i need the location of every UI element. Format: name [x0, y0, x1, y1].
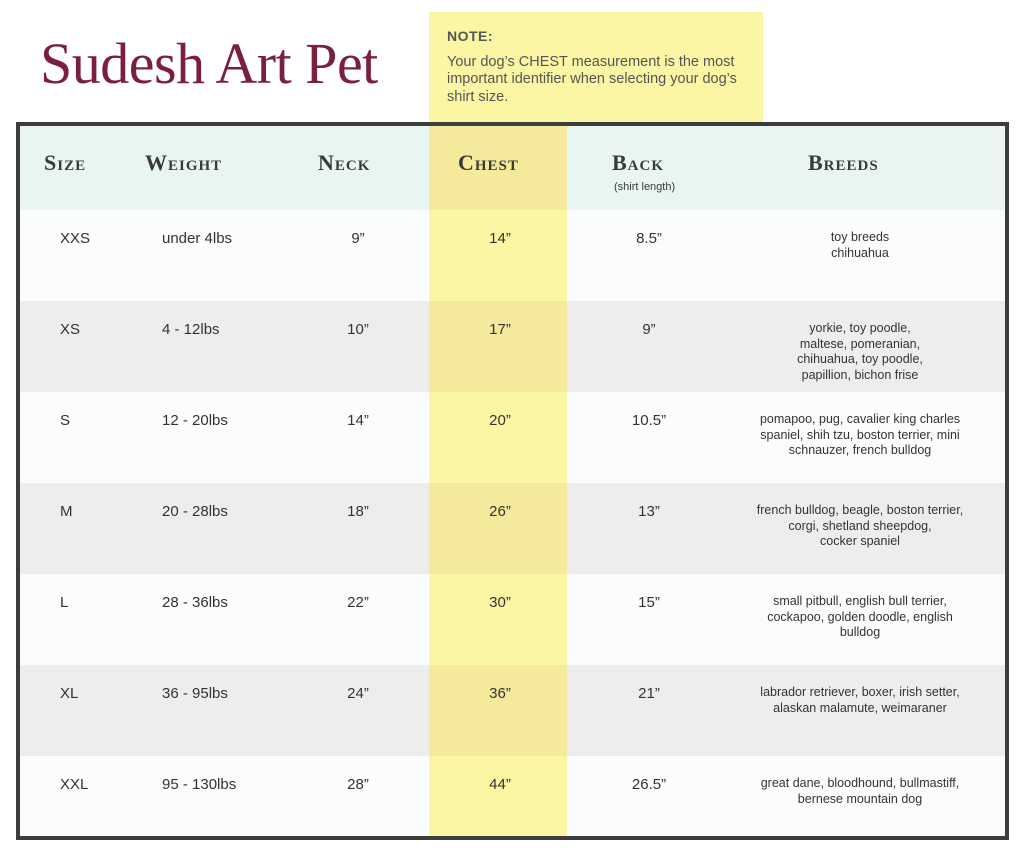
header-weight: Weight — [145, 150, 223, 175]
table-header-row — [20, 126, 1005, 210]
weight-cell: 28 - 36lbs — [162, 594, 228, 611]
back-cell: 15” — [638, 594, 660, 611]
breed-line: small pitbull, english bull terrier, — [773, 594, 947, 608]
breeds-cell — [737, 230, 983, 261]
weight-cell: 36 - 95lbs — [162, 685, 228, 702]
breeds-cell — [737, 503, 983, 550]
breeds-cell — [737, 685, 983, 716]
weight-cell: 95 - 130lbs — [162, 776, 237, 793]
chest-cell-bg — [429, 392, 567, 483]
breed-line: papillion, bichon frise — [801, 367, 919, 382]
chest-cell-bg — [429, 574, 567, 665]
chest-cell: 30” — [489, 594, 511, 611]
chest-cell-bg — [429, 756, 567, 840]
breed-line: labrador retriever, boxer, irish setter, — [760, 685, 960, 699]
size-cell: XS — [60, 321, 81, 338]
breed-line: cockapoo, golden doodle, english — [767, 609, 953, 624]
breed-line: schnauzer, french bulldog — [788, 443, 932, 458]
neck-cell: 10” — [347, 321, 369, 338]
chest-cell: 44” — [489, 776, 511, 793]
breed-line: spaniel, shih tzu, boston terrier, mini — [760, 427, 960, 442]
size-cell: XXS — [60, 230, 91, 247]
breed-line: chihuahua, toy poodle, — [797, 352, 923, 367]
header-back: Back — [612, 150, 665, 175]
breed-line: bulldog — [839, 625, 881, 640]
chest-cell: 36” — [489, 685, 511, 702]
neck-cell: 28” — [347, 776, 369, 793]
note-title: NOTE: — [447, 28, 494, 44]
breeds-cell — [737, 412, 983, 459]
weight-cell: 12 - 20lbs — [162, 412, 228, 429]
neck-cell: 9” — [351, 230, 365, 247]
chest-cell: 26” — [489, 503, 511, 520]
size-cell: L — [60, 594, 69, 611]
note-body: Your dog’s CHEST measurement is the most important identifier when selecting your dog’s shirt size. — [447, 54, 737, 105]
size-cell: XL — [60, 685, 79, 702]
table-row — [20, 483, 1005, 574]
size-cell: S — [60, 412, 71, 429]
table-row — [20, 392, 1005, 483]
weight-cell: 20 - 28lbs — [162, 503, 228, 520]
chest-cell-bg — [429, 483, 567, 574]
header-back-subtitle: (shirt length) — [614, 181, 676, 193]
chest-cell-bg — [429, 301, 567, 392]
chest-cell: 17” — [489, 321, 511, 338]
breed-line: chihuahua — [831, 245, 889, 260]
breeds-cell — [737, 776, 983, 807]
breeds-cell — [737, 594, 983, 641]
weight-cell: 4 - 12lbs — [162, 321, 220, 338]
breeds-cell — [737, 321, 983, 384]
breed-line: french bulldog, beagle, boston terrier, — [756, 503, 964, 517]
breed-line: corgi, shetland sheepdog, — [788, 518, 932, 533]
chest-cell-bg — [429, 665, 567, 756]
size-cell: M — [60, 503, 73, 520]
back-cell: 13” — [638, 503, 660, 520]
header-neck: Neck — [318, 150, 371, 175]
header-size: Size — [44, 150, 87, 175]
table-row — [20, 756, 1005, 840]
back-cell: 21” — [638, 685, 660, 702]
neck-cell: 18” — [347, 503, 369, 520]
header-breeds: Breeds — [808, 150, 879, 175]
table-row — [20, 301, 1005, 392]
size-chart-table — [16, 122, 1009, 840]
back-cell: 9” — [642, 321, 656, 338]
brand-title: Sudesh Art Pet — [40, 31, 378, 96]
chest-cell: 14” — [489, 230, 511, 247]
chest-cell-bg — [429, 210, 567, 301]
neck-cell: 22” — [347, 594, 369, 611]
weight-cell: under 4lbs — [162, 230, 233, 247]
breed-line: bernese mountain dog — [797, 791, 923, 806]
breed-line: yorkie, toy poodle, — [809, 321, 911, 335]
breed-line: great dane, bloodhound, bullmastiff, — [760, 776, 960, 790]
neck-cell: 14” — [347, 412, 369, 429]
chest-cell: 20” — [489, 412, 511, 429]
breed-line: cocker spaniel — [820, 534, 900, 549]
back-cell: 8.5” — [636, 230, 662, 247]
breed-line: maltese, pomeranian, — [799, 336, 921, 351]
header-chest: Chest — [458, 150, 519, 175]
size-cell: XXL — [60, 776, 89, 793]
breed-line: toy breeds — [830, 230, 890, 244]
neck-cell: 24” — [347, 685, 369, 702]
back-cell: 26.5” — [631, 776, 667, 793]
table-row — [20, 574, 1005, 665]
table-row — [20, 665, 1005, 756]
breed-line: alaskan malamute, weimaraner — [773, 700, 947, 715]
breed-line: pomapoo, pug, cavalier king charles — [759, 412, 961, 426]
note-box — [429, 12, 763, 124]
back-cell: 10.5” — [631, 412, 667, 429]
table-row — [20, 210, 1005, 301]
